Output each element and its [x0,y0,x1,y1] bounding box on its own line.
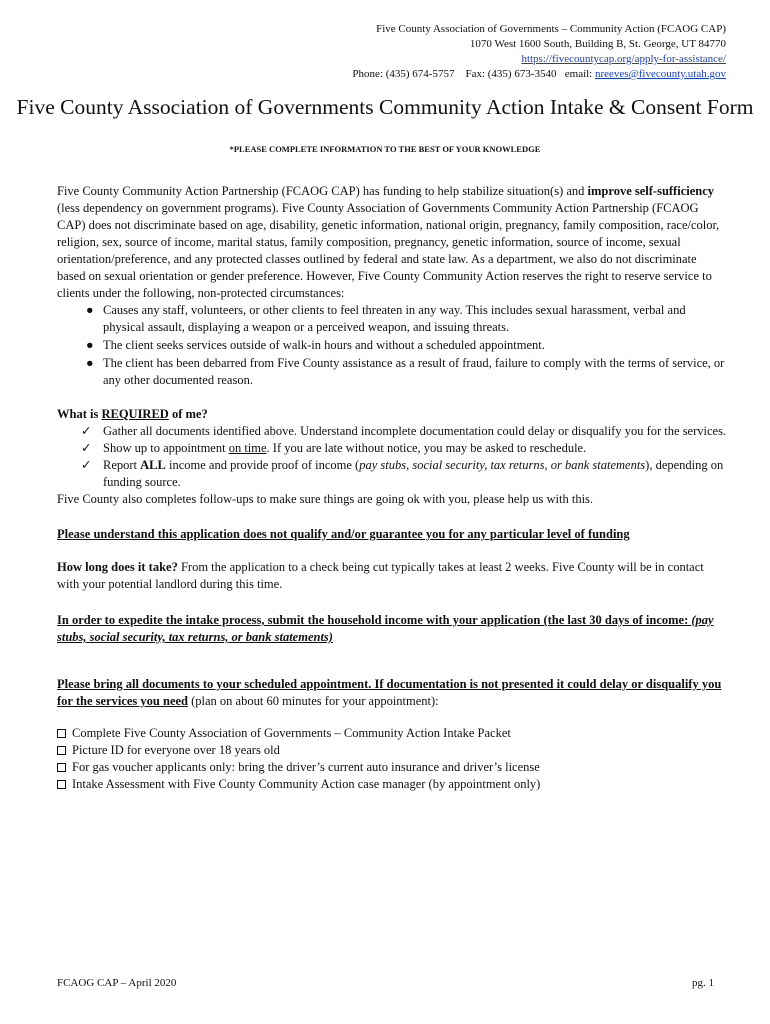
form-title: Five County Association of Governments Community Action Intake & Consent Form [16,95,754,119]
checkmark-icon: ✓ [81,441,92,455]
expedite-paragraph: In order to expedite the intake process, submit the household income with your application (the last 30 days of income: (pay stubs, social security, tax returns, or bank statements) [57,613,714,644]
followup-text: Five County also completes follow-ups to make sure things are going ok with you, please help us with this. [57,492,594,506]
requirements-list [57,423,727,491]
checklist-item: For gas voucher applicants only: bring the driver’s current auto insurance and driver’s license [57,759,727,776]
checkbox[interactable] [57,763,66,772]
apply-link[interactable]: https://fivecountycap.org/apply-for-assistance/ [521,53,726,65]
fax: Fax: (435) 673-3540 [465,68,557,80]
required-heading: What is REQUIRED of me? [57,407,208,421]
bullet-icon: ● [86,303,94,317]
checkmark-icon: ✓ [81,458,92,472]
email-label: email: [564,68,593,80]
list-item: ● The client has been debarred from Five County assistance as a result of fraud, failure to comply with the terms of service, or any other documented reason. [86,356,725,387]
funding-notice: Please understand this application does not qualify and/or guarantee you for any particular level of funding [57,527,630,541]
form-body [57,183,727,793]
intro-paragraph: Five County Community Action Partnership (FCAOG CAP) has funding to help stabilize situation(s) and improve self-sufficiency (less dependency on government programs). Five County Association of Governments Community Action Partnership (FCAOG CAP) does not discriminate based on age, disability, genetic information, national origin, pregnancy, family composition, race/color, religion, sex, source of income, marital status, family composition, pregnancy, genetic information, source of income, sexual orientation/preference, and any protected classes outlined by federal and state law. As a department, we also do not discriminate based on sexual orientation or gender preference. However, Five County Community Action reserves the right to reserve service to clients under the following, non-protected circumstances: [57,184,720,300]
bring-documents-paragraph: Please bring all documents to your scheduled appointment. If documentation is not presented it could delay or disqualify you for the services you need (plan on about 60 minutes for your appointment): [57,677,722,708]
circumstances-list [57,302,727,389]
checklist-item: Complete Five County Association of Governments – Community Action Intake Packet [57,725,727,742]
bullet-icon: ● [86,356,94,370]
checklist-item: Intake Assessment with Five County Community Action case manager (by appointment only) [57,776,727,793]
list-item: ● Causes any staff, volunteers, or other clients to feel threaten in any way. This includes sexual harassment, verbal and physical assault, displaying a weapon or a perceived weapon, and issuing threats. [86,303,686,334]
list-item: ● The client seeks services outside of walk-in hours and without a scheduled appointment. [86,338,545,352]
checklist-item: Picture ID for everyone over 18 years old [57,742,727,759]
footer-version: FCAOG CAP – April 2020 [57,977,177,989]
page-number: pg. 1 [692,977,714,989]
letterhead [352,22,726,82]
email-link[interactable]: nreeves@fivecounty.utah.gov [595,68,726,80]
complete-note: *PLEASE COMPLETE INFORMATION TO THE BEST OF YOUR KNOWLEDGE [229,144,541,154]
list-item: ✓ Report ALL income and provide proof of income (pay stubs, social security, tax returns, or bank statements), depending on funding source. [81,458,724,489]
bullet-icon: ● [86,338,94,352]
checkbox[interactable] [57,729,66,738]
how-long-paragraph: How long does it take? From the application to a check being cut typically takes at least 2 weeks. Five County will be in contact with your potential landlord during this time. [57,560,704,591]
checkmark-icon: ✓ [81,424,92,438]
org-line: Five County Association of Governments – Community Action (FCAOG CAP) [376,23,726,35]
phone: Phone: (435) 674-5757 [352,68,455,80]
checkbox[interactable] [57,746,66,755]
contact-line [352,67,726,82]
checkbox[interactable] [57,780,66,789]
address-line: 1070 West 1600 South, Building B, St. George, UT 84770 [469,38,726,50]
list-item: ✓ Show up to appointment on time. If you are late without notice, you may be asked to reschedule. [81,441,587,455]
list-item: ✓ Gather all documents identified above. Understand incomplete documentation could delay or disqualify you for the services. [81,424,727,438]
documents-checklist [57,725,727,793]
